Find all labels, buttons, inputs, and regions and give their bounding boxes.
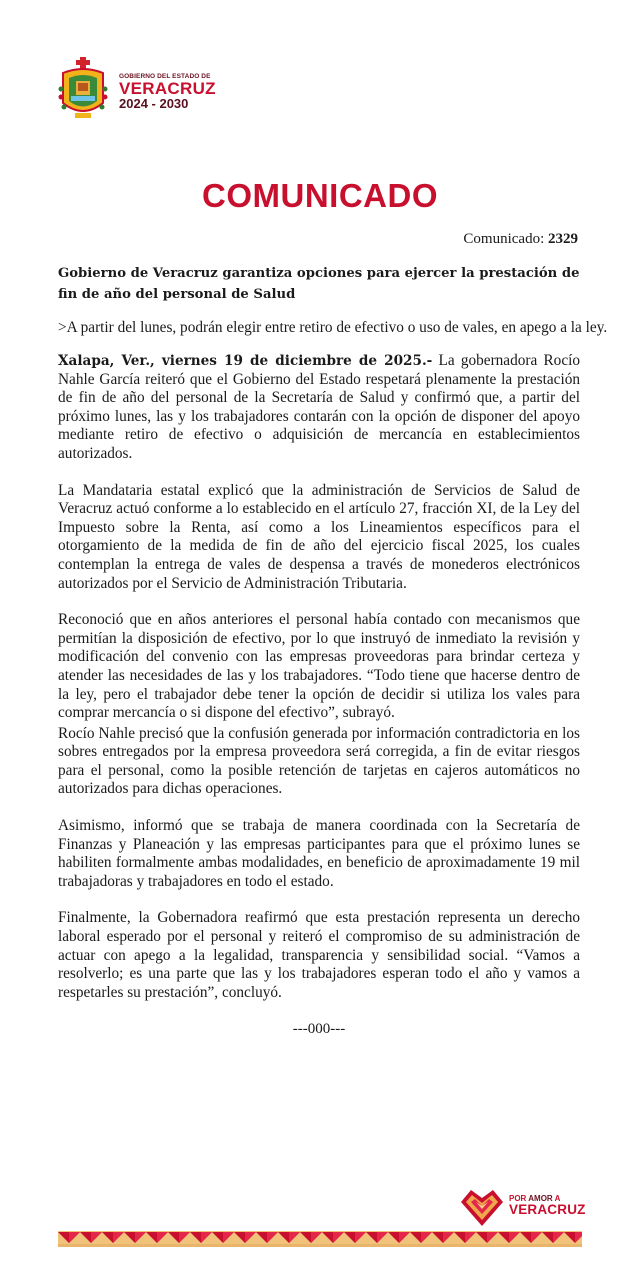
paragraph-1-text: La gobernadora Rocío Nahle García reiteró que el Gobierno del Estado respetará plenamente la prestación de fin de año del personal de la Secretaría de Salud y confirmó que, a partir del próximo lunes, las y los trabajadores contarán con la opción de disponer del apoyo mediante retiro de efectivo o adquisición de mercancía en establecimientos autorizados. bbox=[58, 352, 581, 462]
veracruz-coat-of-arms-icon bbox=[57, 57, 109, 123]
communique-number bbox=[463, 231, 578, 248]
slogan-por: POR bbox=[509, 1194, 529, 1203]
paragraph-2: La Mandataria estatal explicó que la administración de Servicios de Salud de Veracruz actuó conforme a lo establecido en el artículo 27, fracción XI, de la Ley del Impuesto sobre la Renta, así como a los Lineamientos específicos para el otorgamiento de la medida de fin de año del ejercicio fiscal 2025, los cuales contemplan la entrega de vales de despensa a través de monederos electrónicos autorizados por el Servicio de Administración Tributaria. bbox=[58, 481, 580, 592]
document-title: COMUNICADO bbox=[202, 177, 438, 214]
slogan-amor: AMOR bbox=[528, 1194, 553, 1203]
logo-government-text: GOBIERNO DEL ESTADO DE bbox=[119, 73, 211, 80]
paragraph-4: Rocío Nahle precisó que la confusión generada por información contradictoria en los sobres entregados por la empresa proveedora será corregida, a fin de evitar riesgos para el personal, como la posible retención de tarjetas en cajeros automáticos no autorizados para dichas operaciones. bbox=[58, 724, 580, 798]
slogan-line-2: VERACRUZ bbox=[509, 1202, 586, 1217]
closing-mark: ---000--- bbox=[292, 1021, 346, 1038]
communique-number-label: Comunicado: bbox=[463, 231, 548, 247]
paragraph-6: Finalmente, la Gobernadora reafirmó que esta prestación representa un derecho laboral esperado por el personal y reiteró el compromiso de su administración de actuar con apego a la legalidad, transparencia y sensibilidad social. “Vamos a resolverlo; es una parte que las y los trabajadores esperan todo el año y vamos a respetarles su prestación”, concluyó. bbox=[58, 909, 580, 1001]
headline: Gobierno de Veracruz garantiza opciones para ejercer la prestación de fin de año del personal de Salud bbox=[58, 266, 580, 302]
logo-state-name: VERACRUZ bbox=[119, 79, 216, 98]
press-release-body bbox=[58, 263, 608, 1038]
paragraph-5: Asimismo, informó que se trabaja de manera coordinada con la Secretaría de Finanzas y Planeación y las empresas participantes para que el próximo lunes se habiliten formalmente ambas modalidades, en beneficio de aproximadamente 19 mil trabajadoras y trabajadores en todo el estado. bbox=[58, 817, 580, 890]
logo-term-years: 2024 - 2030 bbox=[119, 96, 189, 111]
heart-pattern-icon bbox=[459, 1186, 505, 1226]
paragraph-3: Reconoció que en años anteriores el personal había contado con mecanismos que permitían la disposición de efectivo, por lo que instruyó de inmediato la revisión y modificación del convenio con las empresas proveedoras para brindar certeza y atender las necesidades de las y los trabajadores. “Todo tiene que hacerse dentro de la ley, pero el trabajador debe tener la opción de decidir si utiliza los vales para comprar mercancía o si dispone del efectivo”, subrayó. bbox=[58, 611, 580, 722]
slogan-a: A bbox=[552, 1194, 561, 1203]
dateline: Xalapa, Ver., viernes 19 de diciembre de 2025.- bbox=[58, 353, 433, 369]
decorative-triangle-band bbox=[58, 1231, 582, 1247]
communique-number-value: 2329 bbox=[548, 231, 578, 247]
por-amor-a-veracruz-logo bbox=[459, 1186, 584, 1226]
veracruz-government-logo bbox=[57, 57, 227, 123]
subheadline: >A partir del lunes, podrán elegir entre retiro de efectivo o uso de vales, en apego a la ley. bbox=[58, 319, 608, 336]
paragraph-1 bbox=[58, 352, 580, 464]
